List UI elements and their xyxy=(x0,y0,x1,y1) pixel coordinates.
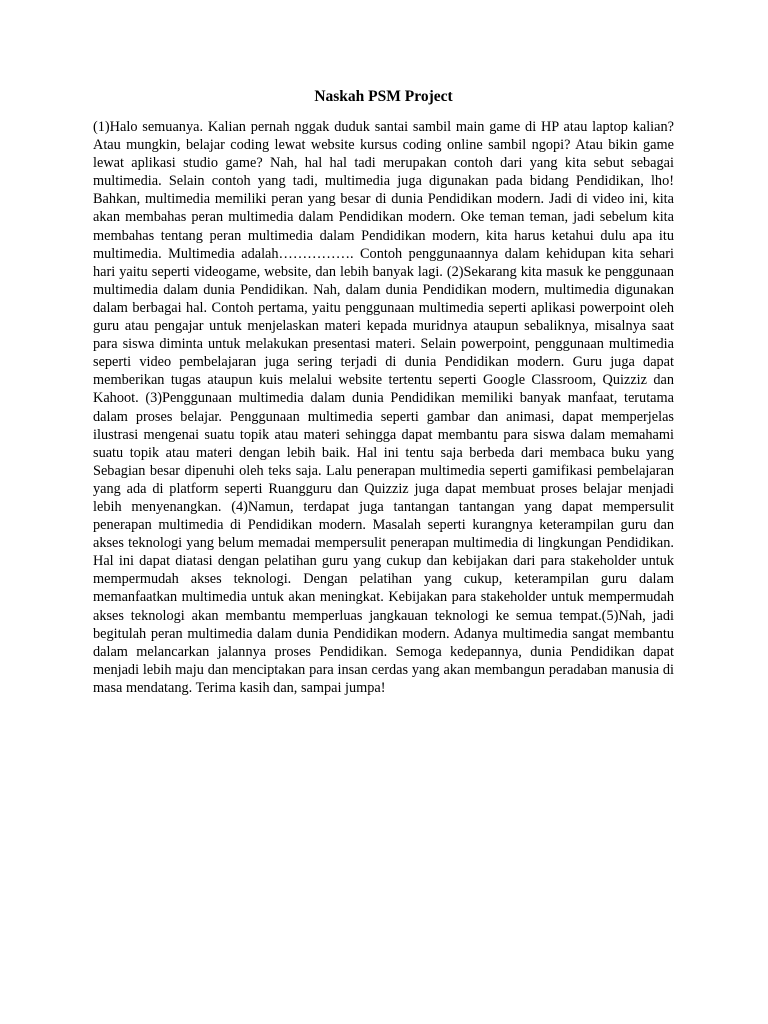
document-title: Naskah PSM Project xyxy=(314,88,453,105)
document-body-paragraph: (1)Halo semuanya. Kalian pernah nggak duduk santai sambil main game di HP atau laptop kalian? Atau mungkin, belajar coding lewat website kursus coding online sambil ngopi? Atau bikin game lewat aplikasi studio game? Nah, hal hal tadi merupakan contoh dari yang kita sebut sebagai multimedia. Selain contoh yang tadi, multimedia juga digunakan pada bidang Pendidikan, lho! Bahkan, multimedia memiliki peran yang besar di dunia Pendidikan modern. Jadi di video ini, kita akan membahas peran multimedia dalam Pendidikan modern. Oke teman teman, jadi sebelum kita membahas tentang peran multimedia dalam Pendidikan modern, kita harus ketahui dulu apa itu multimedia. Multimedia adalah……………. Contoh penggunaannya dalam kehidupan kita sehari hari yaitu seperti videogame, website, dan lebih banyak lagi. (2)Sekarang kita masuk ke penggunaan multimedia dalam dunia Pendidikan. Nah, dalam dunia Pendidikan modern, multimedia digunakan dalam berbagai hal. Contoh pertama, yaitu penggunaan multimedia seperti aplikasi powerpoint oleh guru atau pengajar untuk menjelaskan materi kepada muridnya ataupun sebaliknya, misalnya saat para siswa diminta untuk melakukan presentasi materi. Selain powerpoint, penggunaan multimedia seperti video pembelajaran juga sering terjadi di dunia Pendidikan modern. Guru juga dapat memberikan tugas ataupun kuis melalui website tertentu seperti Google Classroom, Quizziz dan Kahoot. (3)Penggunaan multimedia dalam dunia Pendidikan memiliki banyak manfaat, terutama dalam proses belajar. Penggunaan multimedia seperti gambar dan animasi, dapat memperjelas ilustrasi mengenai suatu topik atau materi sehingga dapat membantu para siswa dalam memahami suatu topik atau materi dengan lebih baik. Hal ini tentu saja berbeda dari membaca buku yang Sebagian besar dipenuhi oleh teks saja. Lalu penerapan multimedia seperti gamifikasi pembelajaran yang ada di platform seperti Ruangguru dan Quizziz juga dapat membuat proses belajar menjadi lebih menyenangkan. (4)Namun, terdapat juga tantangan tantangan yang dapat mempersulit penerapan multimedia di Pendidikan modern. Masalah seperti kurangnya keterampilan guru dan akses teknologi yang belum memadai mempersulit penerapan multimedia di lingkungan Pendidikan. Hal ini dapat diatasi dengan pelatihan guru yang cukup dan kebijakan dari para stakeholder untuk mempermudah akses teknologi. Dengan pelatihan yang cukup, keterampilan guru dalam memanfaatkan multimedia untuk akan meningkat. Kebijakan para stakeholder untuk mempermudah akses teknologi akan membantu memperluas jangkauan teknologi ke semua tempat.(5)Nah, jadi begitulah peran multimedia dalam dunia Pendidikan modern. Adanya multimedia sangat membantu dalam melancarkan jalannya proses Pendidikan. Semoga kedepannya, dunia Pendidikan dapat menjadi lebih maju dan menciptakan para insan cerdas yang akan membangun peradaban manusia di masa mendatang. Terima kasih dan, sampai jumpa! xyxy=(93,119,685,696)
